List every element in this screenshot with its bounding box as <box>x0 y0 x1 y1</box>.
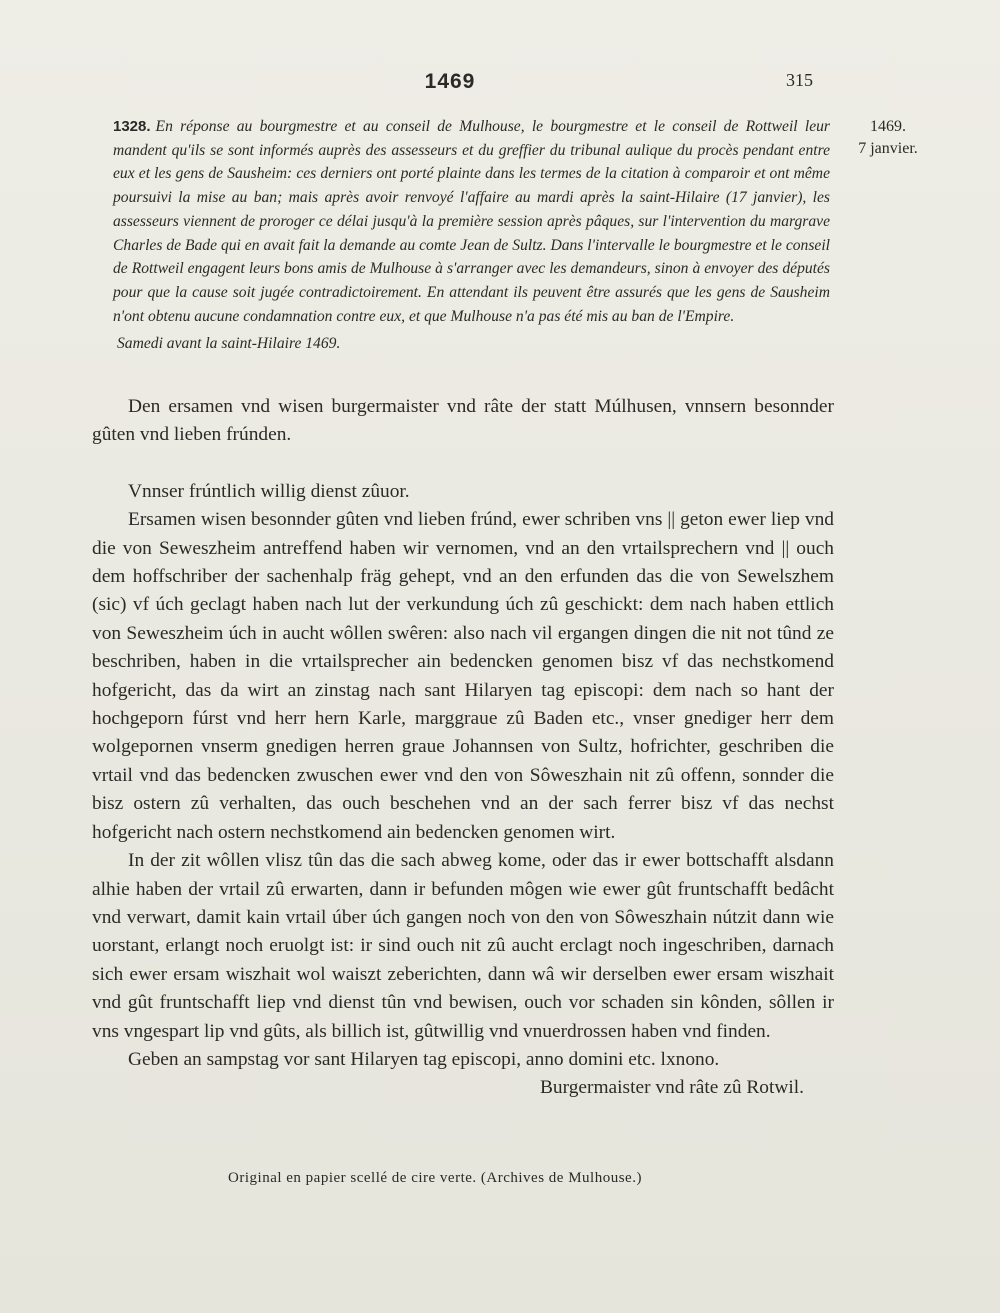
letter-signature: Burgermaister vnd râte zû Rotwil. <box>539 1077 804 1099</box>
document-number: 1328. <box>113 118 151 135</box>
summary-date-line: Samedi avant la saint-Hilaire 1469. <box>117 335 341 353</box>
letter-greeting: Vnnser frúntlich willig dienst zûuor. <box>128 480 410 502</box>
margin-date-note <box>838 116 938 160</box>
letter-body <box>92 393 834 1103</box>
letter-paragraph-2: In der zit wôllen vlisz tûn das die sach abweg kome, oder das ir ewer bottschafft alsdann alhie haben der vrtail zû erwarten, dann ir befunden môgen wie ewer gût fruntschafft bedâcht vnd verwart, damit kain vrtail úber úch gangen noch von den von Sôweszhain nútzit dann wie uorstant, erlangt noch eruolgt ist: ir sind ouch nit zû aucht erclagt noch ingeschriben, darnach sich ewer ersam wiszhait wol waiszt zeberichten, dann wâ wir derselben ewer ersam wiszhait vnd gût fruntschafft liep vnd dienst tûn vnd bewisen, ouch vor schaden sin kônden, sôllen ir vns vngespart lip vnd gûts, als billich ist, gûtwillig vnd vnuerdrossen haben vnd finden. <box>92 850 834 1042</box>
margin-year: 1469. <box>870 118 906 135</box>
source-note: Original en papier scellé de cire verte. (Archives de Mulhouse.) <box>228 1170 642 1186</box>
letter-closing: Geben an sampstag vor sant Hilaryen tag episcopi, anno domini etc. lxnono. <box>128 1048 720 1070</box>
french-summary <box>113 115 830 356</box>
running-header-year: 1469 <box>424 70 476 93</box>
summary-paragraph <box>113 115 830 328</box>
margin-date: 7 janvier. <box>858 140 918 157</box>
summary-text: En réponse au bourgmestre et au conseil de Mulhouse, le bourgmestre et le conseil de Rottweil leur mandent qu'ils se sont informés auprès des assesseurs et du greffier du tribunal aulique du procès pendant entre eux et les gens de Sausheim: ces derniers ont porté plainte dans les termes de la citation à comparoir et ont même poursuivi la mise au ban; mais après avoir renvoyé l'affaire au mardi après la saint-Hilaire (17 janvier), les assesseurs viennent de proroger ce délai jusqu'à la première session après pâques, sur l'intervention du margrave Charles de Bade qui en avait fait la demande au comte Jean de Sultz. Dans l'intervalle le bourgmestre et le conseil de Rottweil engagent leurs bons amis de Mulhouse à s'arranger avec les demandeurs, sinon à envoyer des députés pour que la cause soit jugée contradictoirement. En attendant ils peuvent être assurés que les gens de Sausheim n'ont obtenu aucune condamnation contre eux, et que Mulhouse n'a pas été mis au ban de l'Empire. <box>113 118 830 325</box>
page-number: 315 <box>786 70 813 90</box>
letter-paragraph-1: Ersamen wisen besonnder gûten vnd lieben frúnd, ewer schriben vns || geton ewer liep vnd die von Seweszheim antreffend haben wir vernomen, vnd an den vrtailsprechern vnd || ouch dem hoffschriber der sachenhalp fräg gehept, vnd an den erfunden das die von Sewelszhem (sic) vf úch geclagt haben nach lut der verkundung úch zû geschickt: dem nach haben ettlich von Seweszheim úch in aucht wôllen swêren: also nach vil ergangen dingen die nit not tûnd ze beschriben, haben in die vrtailsprecher ain bedencken genomen bisz vf das nechstkomend hofgericht, das da wirt an zinstag nach sant Hilaryen tag episcopi: dem nach so hant der hochgeporn fúrst vnd herr hern Karle, marggraue zû Baden etc., vnser gnediger herr dem wolgepornen vnserm gnedigen herren graue Johannsen von Sultz, hofrichter, geschriben die vrtail vnd das bedencken zwuschen ewer vnd den von Sôweszhain nit zû offenn, sonnder die bisz ostern zû verhalten, das ouch beschehen vnd an der sach ferrer bisz vf das nechst hofgericht nach ostern nechstkomend ain bedencken genomen wirt. <box>92 509 834 843</box>
letter-address: Den ersamen vnd wisen burgermaister vnd râte der statt Múlhusen, vnnsern besonnder gûten vnd lieben frúnden. <box>92 396 834 446</box>
